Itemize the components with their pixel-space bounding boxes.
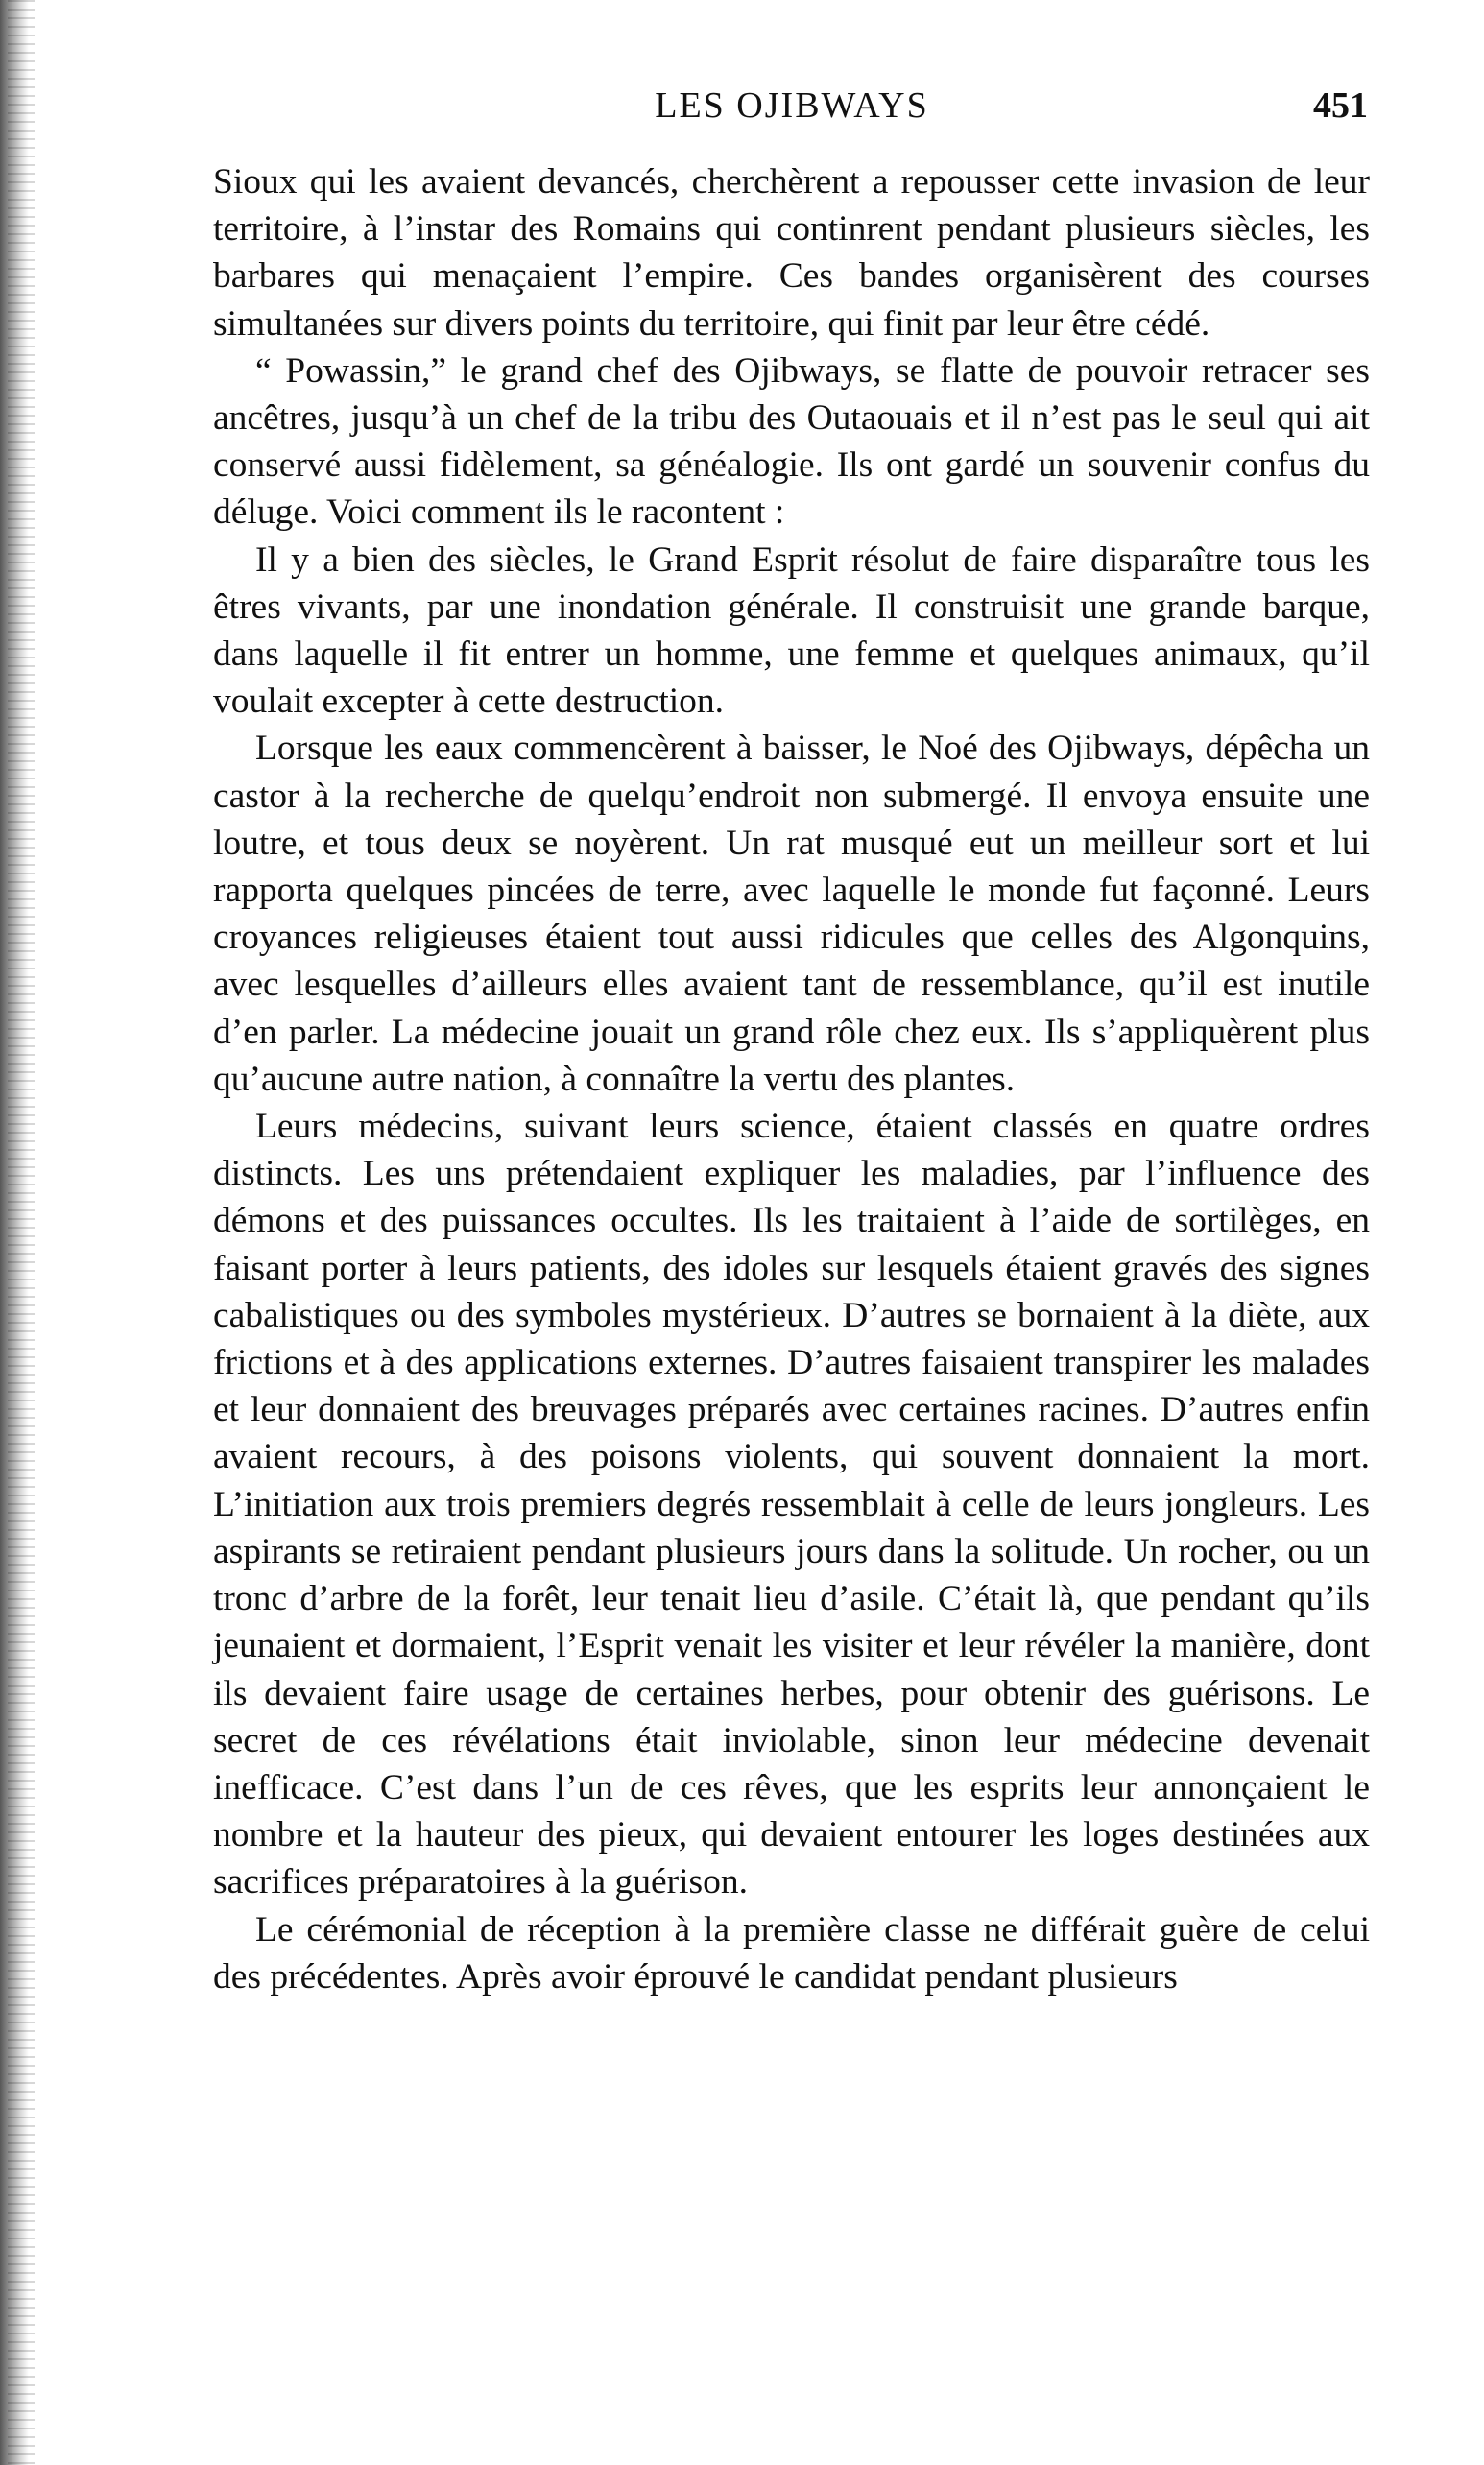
- paragraph-6: Le cérémonial de réception à la première classe ne différait guère de celui des précédentes. Après avoir éprouvé le candidat pendant plusieurs: [213, 1909, 1370, 1997]
- paragraph-4: Lorsque les eaux commencèrent à baisser, le Noé des Ojibways, dépêcha un castor à la recherche de quelqu’endroit non submergé. Il envoya ensuite une loutre, et tous deux se noyèrent. Un rat musqué eut un meilleur sort et lui rapporta quelques pincées de terre, avec laquelle le monde fut façonné. Leurs croyances religieuses étaient tout aussi ridicules que celles des Algonquins, avec lesquelles d’ailleurs elles avaient tant de ressemblance, qu’il est inutile d’en parler. La médecine jouait un grand rôle chez eux. Ils s’appliquèrent plus qu’aucune autre nation, à connaître la vertu des plantes.: [213, 729, 1370, 1099]
- paragraph-3: Il y a bien des siècles, le Grand Esprit résolut de faire disparaître tous les êtres vivants, par une inondation générale. Il construisit une grande barque, dans laquelle il fit entrer un homme, une femme et quelques animaux, qu’il voulait excepter à cette destruction.: [213, 539, 1370, 722]
- paragraph-2: “ Powassin,” le grand chef des Ojibways, se flatte de pouvoir retracer ses ancêtres, jusqu’à un chef de la tribu des Outaouais et il n’est pas le seul qui ait conservé aussi fidèlement, sa généalogie. Ils ont gardé un souvenir confus du déluge. Voici comment ils le racontent :: [213, 350, 1370, 533]
- page-number: 451: [1313, 85, 1368, 126]
- body-text: [213, 158, 1370, 2000]
- running-head: [216, 79, 1368, 132]
- binding-speckle: [8, 0, 35, 2465]
- running-title: LES OJIBWAYS: [655, 85, 929, 126]
- paragraph-5: Leurs médecins, suivant leurs science, étaient classés en quatre ordres distincts. Les uns prétendaient expliquer les maladies, par l’influence des démons et des puissances occultes. Ils les traitaient à l’aide de sortilèges, en faisant porter à leurs patients, des idoles sur lesquels étaient gravés des signes cabalistiques ou des symboles mystérieux. D’autres se bornaient à la diète, aux frictions et à des applications externes. D’autres faisaient transpirer les malades et leur donnaient des breuvages préparés avec certaines racines. D’autres enfin avaient recours, à des poisons violents, qui souvent donnaient la mort. L’initiation aux trois premiers degrés ressemblait à celle de leurs jongleurs. Les aspirants se retiraient pendant plusieurs jours dans la solitude. Un rocher, ou un tronc d’arbre de la forêt, leur tenait lieu d’asile. C’était là, que pendant qu’ils jeunaient et dormaient, l’Esprit venait les visiter et leur révéler la manière, dont ils devaient faire usage de certaines herbes, pour obtenir des guérisons. Le secret de ces révélations était inviolable, sinon leur médecine devenait inefficace. C’est dans l’un de ces rêves, que les esprits leur annonçaient le nombre et la hauteur des pieux, qui devaient entourer les loges destinées aux sacrifices préparatoires à la guérison.: [213, 1107, 1370, 1903]
- paragraph-1: Sioux qui les avaient devancés, cherchèrent a repousser cette invasion de leur territoire, à l’instar des Romains qui continrent pendant plusieurs siècles, les barbares qui menaçaient l’empire. Ces bandes organisèrent des courses simultanées sur divers points du territoire, qui finit par leur être cédé.: [213, 162, 1370, 344]
